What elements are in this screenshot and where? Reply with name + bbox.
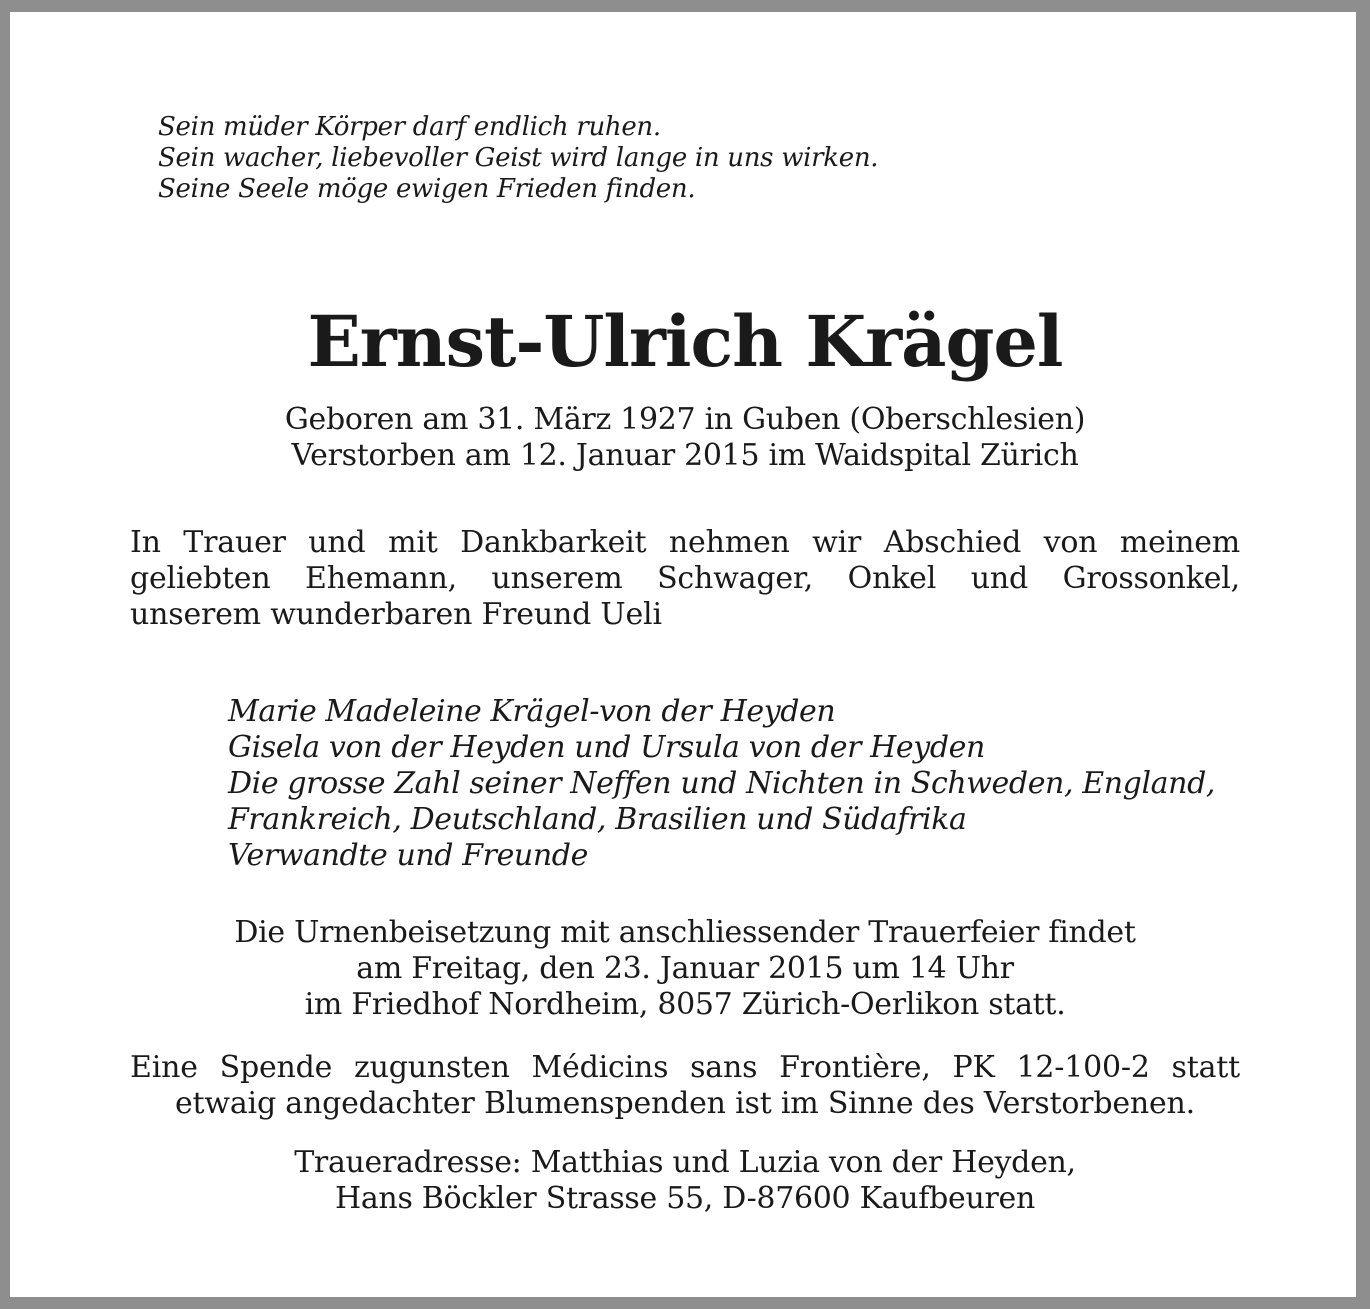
mourner-line: Verwandte und Freunde [228, 838, 588, 873]
motto-line: Sein müder Körper darf endlich ruhen. [158, 112, 661, 142]
motto-line: Seine Seele möge ewigen Frieden finden. [158, 174, 696, 204]
mourning-line: In Trauer und mit Dankbarkeit nehmen wir Abschied von meinem [130, 525, 1240, 560]
ceremony-info [10, 915, 1360, 1023]
donation-line: Eine Spende zugunsten Médicins sans Frontière, PK 12-100-2 statt [130, 1050, 1240, 1085]
life-dates [10, 402, 1360, 474]
donation-request [130, 1050, 1240, 1122]
death-date: Verstorben am 12. Januar 2015 im Waidspital Zürich [291, 438, 1079, 473]
mourning-address [10, 1145, 1360, 1217]
ceremony-line: im Friedhof Nordheim, 8057 Zürich-Oerlikon statt. [304, 987, 1066, 1022]
mourning-statement [130, 525, 1240, 633]
mourner-line: Gisela von der Heyden und Ursula von der Heyden [228, 730, 985, 765]
mourner-line: Die grosse Zahl seiner Neffen und Nichten in Schweden, England, [228, 766, 1216, 801]
mourner-line: Marie Madeleine Krägel-von der Heyden [228, 694, 836, 729]
motto-line: Sein wacher, liebevoller Geist wird lange in uns wirken. [158, 143, 879, 173]
deceased-name: Ernst-Ulrich Krägel [307, 300, 1063, 383]
mourning-line: geliebten Ehemann, unserem Schwager, Onkel und Grossonkel, [130, 561, 1240, 596]
mourners-list [228, 694, 1215, 874]
ceremony-line: am Freitag, den 23. Januar 2015 um 14 Uhr [356, 951, 1014, 986]
address-line: Hans Böckler Strasse 55, D-87600 Kaufbeuren [334, 1181, 1035, 1216]
motto-verse [158, 112, 878, 205]
obituary-notice [10, 12, 1356, 1297]
mourner-line: Frankreich, Deutschland, Brasilien und Südafrika [228, 802, 967, 837]
ceremony-line: Die Urnenbeisetzung mit anschliessender Trauerfeier findet [234, 915, 1136, 950]
address-line: Traueradresse: Matthias und Luzia von der Heyden, [294, 1145, 1076, 1180]
mourning-line: unserem wunderbaren Freund Ueli [130, 597, 662, 632]
birth-date: Geboren am 31. März 1927 in Guben (Oberschlesien) [284, 402, 1086, 437]
donation-line: etwaig angedachter Blumenspenden ist im Sinne des Verstorbenen. [174, 1086, 1196, 1121]
